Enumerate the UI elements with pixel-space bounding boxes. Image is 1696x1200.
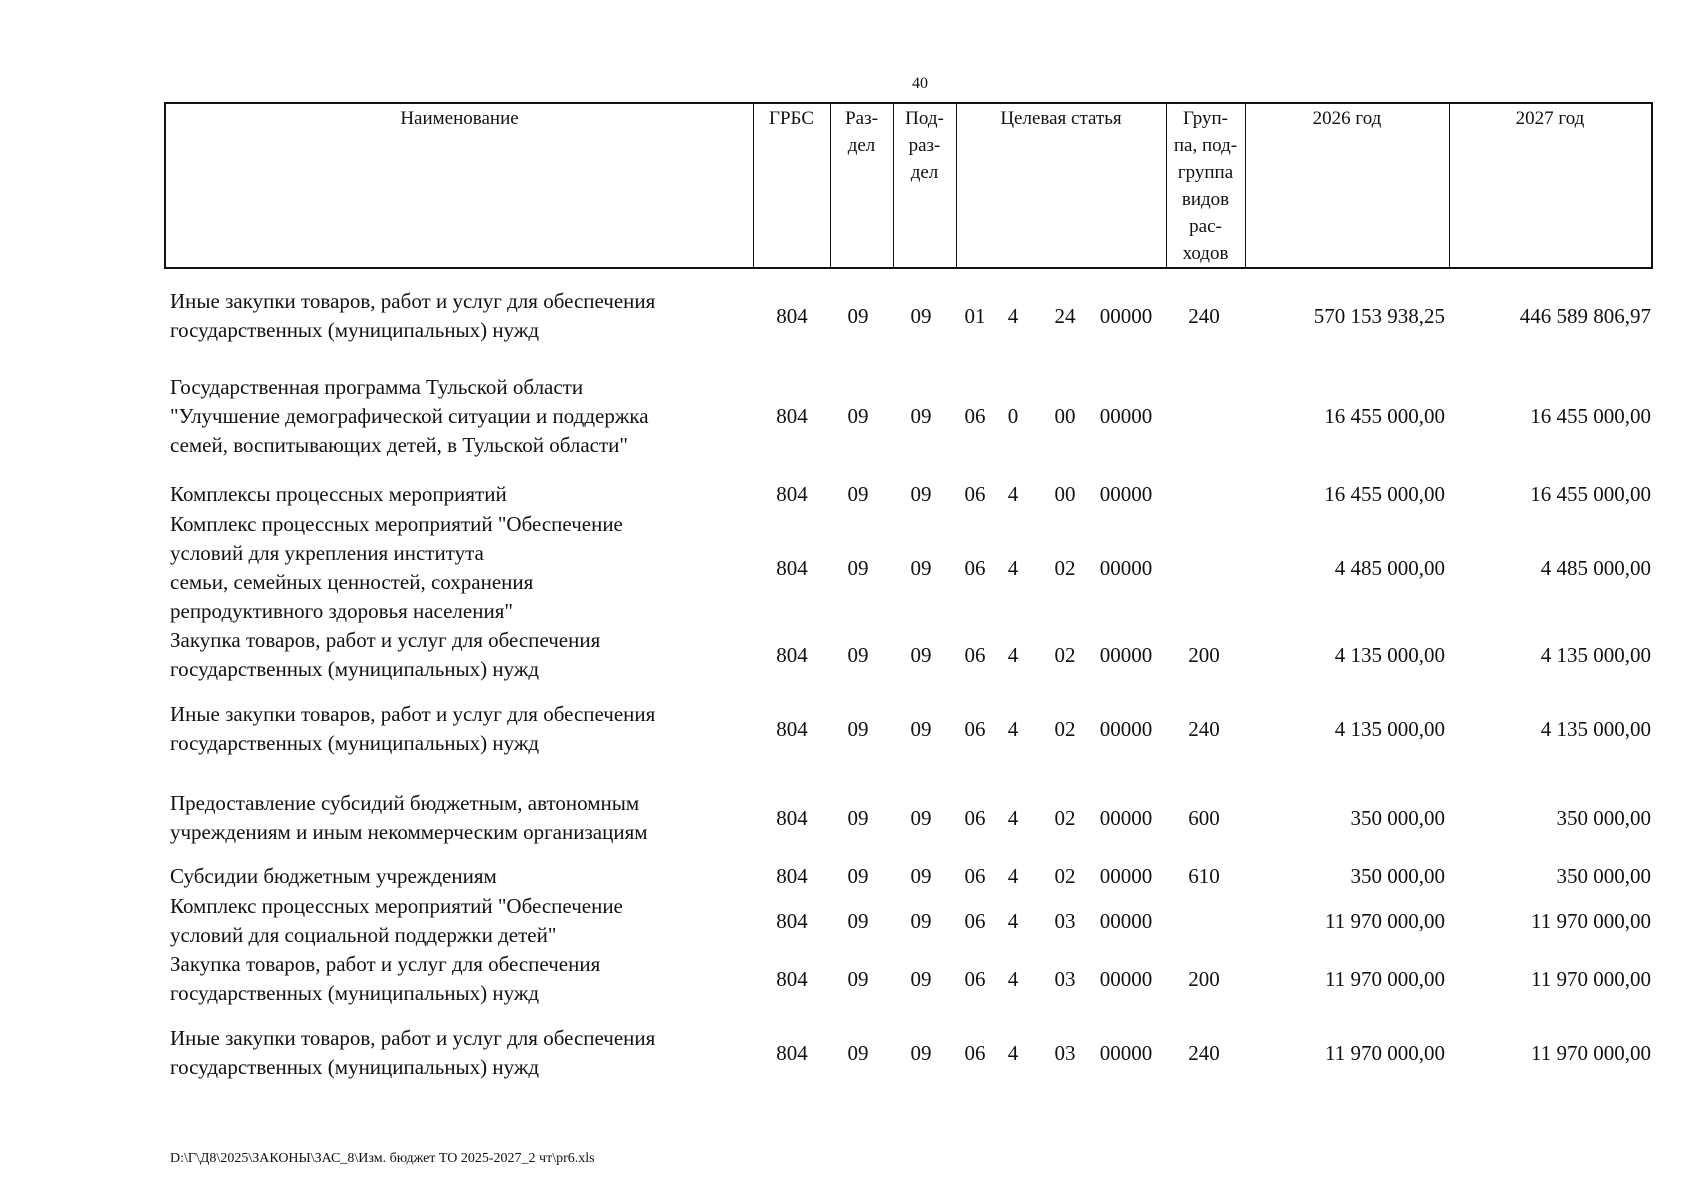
- cell-y2027: 4 135 000,00: [1540, 642, 1651, 667]
- row-name-line: Государственная программа Тульской области: [170, 375, 584, 399]
- cell-cs4: 00000: [1099, 716, 1153, 741]
- header-podrazdel-line: дел: [910, 162, 939, 183]
- cell-y2026: 570 153 938,25: [1313, 303, 1445, 328]
- cell-y2027: 4 135 000,00: [1540, 716, 1651, 741]
- cell-cs2: 4: [1007, 966, 1019, 991]
- cell-grbs: 804: [776, 642, 808, 667]
- cell-cs2: 0: [1007, 404, 1019, 428]
- cell-cs4: 00000: [1099, 404, 1153, 428]
- header-podrazdel-line: Под-: [905, 108, 944, 129]
- cell-y2026: 11 970 000,00: [1325, 1040, 1445, 1065]
- cell-cs4: 00000: [1099, 805, 1153, 830]
- cell-pr: 09: [910, 716, 932, 741]
- cell-y2026: 4 135 000,00: [1334, 642, 1445, 667]
- cell-rz: 09: [847, 864, 869, 888]
- cell-cs4: 00000: [1099, 1040, 1153, 1065]
- cell-cs4: 00000: [1099, 908, 1153, 933]
- header-group-line: Груп-: [1182, 108, 1229, 129]
- header-2026: [1245, 104, 1450, 267]
- row-name: [170, 287, 740, 345]
- cell-cs3: 02: [1054, 716, 1076, 741]
- cell-y2027: 11 970 000,00: [1531, 1040, 1651, 1065]
- cell-cs4: 00000: [1099, 642, 1153, 667]
- row-name-line: условий для социальной поддержки детей": [170, 923, 557, 947]
- cell-cs4: 00000: [1099, 864, 1153, 888]
- cell-y2026: 11 970 000,00: [1325, 966, 1445, 991]
- row-name-line: Комплекс процессных мероприятий "Обеспечение: [170, 512, 623, 536]
- row-name: [170, 373, 740, 460]
- cell-rz: 09: [847, 555, 869, 580]
- header-2027-label: 2027 год: [1515, 108, 1585, 129]
- row-name-line: государственных (муниципальных) нужд: [170, 981, 540, 1005]
- cell-cs4: 00000: [1099, 555, 1153, 580]
- cell-cs2: 4: [1007, 303, 1019, 328]
- row-name-line: Комплекс процессных мероприятий "Обеспечение: [170, 894, 623, 918]
- cell-cs3: 00: [1054, 482, 1076, 506]
- cell-vr: 240: [1188, 1040, 1220, 1065]
- cell-y2026: 4 135 000,00: [1334, 716, 1445, 741]
- cell-cs4: 00000: [1099, 966, 1153, 991]
- cell-grbs: 804: [776, 716, 808, 741]
- row-name-line: Комплексы процессных мероприятий: [170, 482, 507, 506]
- cell-cs3: 00: [1054, 404, 1076, 428]
- header-group-line: группа: [1177, 162, 1234, 183]
- header-razdel-line: дел: [847, 135, 876, 156]
- cell-cs3: 02: [1054, 805, 1076, 830]
- cell-pr: 09: [910, 404, 932, 428]
- row-name-line: Закупка товаров, работ и услуг для обеспечения: [170, 952, 601, 976]
- row-name-line: Предоставление субсидий бюджетным, автономным: [170, 791, 640, 815]
- cell-cs3: 24: [1054, 303, 1076, 328]
- cell-grbs: 804: [776, 404, 808, 428]
- row-name-line: репродуктивного здоровья населения": [170, 599, 513, 623]
- header-group-line: ходов: [1182, 243, 1229, 264]
- header-group-line: па, под-: [1173, 135, 1238, 156]
- header-name: [166, 104, 754, 267]
- cell-vr: 240: [1188, 303, 1220, 328]
- cell-cs2: 4: [1007, 1040, 1019, 1065]
- row-name: [170, 510, 740, 626]
- cell-y2027: 350 000,00: [1556, 864, 1651, 888]
- cell-pr: 09: [910, 864, 932, 888]
- cell-y2026: 11 970 000,00: [1325, 908, 1445, 933]
- header-group: [1166, 104, 1246, 267]
- row-name-line: семей, воспитывающих детей, в Тульской области": [170, 433, 628, 457]
- cell-grbs: 804: [776, 482, 808, 506]
- cell-y2026: 350 000,00: [1350, 864, 1445, 888]
- cell-grbs: 804: [776, 303, 808, 328]
- file-path-footer: D:\Г\Д8\2025\ЗАКОНЫ\ЗАС_8\Изм. бюджет ТО 2025-2027_2 чт\pr6.xls: [170, 1151, 595, 1166]
- row-name: [170, 950, 740, 1008]
- cell-pr: 09: [910, 805, 932, 830]
- row-name-line: Иные закупки товаров, работ и услуг для обеспечения: [170, 702, 656, 726]
- cell-cs3: 03: [1054, 966, 1076, 991]
- cell-cs1: 06: [964, 482, 986, 506]
- header-podrazdel: [893, 104, 957, 267]
- cell-y2027: 16 455 000,00: [1530, 404, 1651, 428]
- cell-cs2: 4: [1007, 555, 1019, 580]
- row-name-line: семьи, семейных ценностей, сохранения: [170, 570, 534, 594]
- cell-vr: 240: [1188, 716, 1220, 741]
- header-2026-label: 2026 год: [1312, 108, 1382, 129]
- cell-y2026: 4 485 000,00: [1334, 555, 1445, 580]
- row-name-line: государственных (муниципальных) нужд: [170, 731, 540, 755]
- cell-pr: 09: [910, 966, 932, 991]
- cell-cs2: 4: [1007, 908, 1019, 933]
- header-grbs-label: ГРБС: [768, 108, 814, 129]
- header-name-label: Наименование: [400, 108, 519, 129]
- cell-cs2: 4: [1007, 716, 1019, 741]
- cell-y2027: 16 455 000,00: [1530, 482, 1651, 506]
- cell-cs1: 06: [964, 555, 986, 580]
- row-name: [170, 626, 740, 684]
- cell-pr: 09: [910, 555, 932, 580]
- cell-pr: 09: [910, 482, 932, 506]
- header-target-label: Целевая статья: [1000, 108, 1122, 129]
- row-name: [170, 789, 740, 847]
- header-razdel: [830, 104, 894, 267]
- cell-cs1: 06: [964, 908, 986, 933]
- cell-pr: 09: [910, 642, 932, 667]
- row-name: [170, 480, 740, 509]
- cell-grbs: 804: [776, 908, 808, 933]
- cell-cs2: 4: [1007, 864, 1019, 888]
- cell-y2027: 4 485 000,00: [1540, 555, 1651, 580]
- row-name-line: условий для укрепления института: [170, 541, 484, 565]
- row-name-line: государственных (муниципальных) нужд: [170, 1055, 540, 1079]
- cell-cs1: 01: [964, 303, 986, 328]
- cell-y2027: 446 589 806,97: [1519, 303, 1651, 328]
- header-2027: [1449, 104, 1651, 267]
- cell-rz: 09: [847, 908, 869, 933]
- table-header: [164, 102, 1653, 269]
- cell-rz: 09: [847, 642, 869, 667]
- cell-y2026: 16 455 000,00: [1324, 482, 1445, 506]
- cell-cs4: 00000: [1099, 482, 1153, 506]
- cell-cs1: 06: [964, 966, 986, 991]
- cell-rz: 09: [847, 303, 869, 328]
- cell-y2027: 11 970 000,00: [1531, 966, 1651, 991]
- cell-cs1: 06: [964, 404, 986, 428]
- cell-rz: 09: [847, 716, 869, 741]
- cell-pr: 09: [910, 1040, 932, 1065]
- cell-vr: 200: [1188, 966, 1220, 991]
- row-name-line: Субсидии бюджетным учреждениям: [170, 864, 497, 888]
- header-target: [956, 104, 1167, 267]
- cell-cs3: 03: [1054, 908, 1076, 933]
- cell-y2027: 11 970 000,00: [1531, 908, 1651, 933]
- cell-vr: 600: [1188, 805, 1220, 830]
- cell-rz: 09: [847, 404, 869, 428]
- cell-y2026: 16 455 000,00: [1324, 404, 1445, 428]
- cell-rz: 09: [847, 966, 869, 991]
- row-name-line: государственных (муниципальных) нужд: [170, 657, 540, 681]
- cell-grbs: 804: [776, 805, 808, 830]
- cell-rz: 09: [847, 482, 869, 506]
- row-name-line: государственных (муниципальных) нужд: [170, 318, 540, 342]
- header-group-line: рас-: [1189, 216, 1222, 237]
- cell-vr: 200: [1188, 642, 1220, 667]
- cell-cs2: 4: [1007, 482, 1019, 506]
- cell-cs3: 03: [1054, 1040, 1076, 1065]
- cell-cs3: 02: [1054, 555, 1076, 580]
- header-grbs: [753, 104, 831, 267]
- cell-grbs: 804: [776, 555, 808, 580]
- cell-rz: 09: [847, 1040, 869, 1065]
- row-name-line: "Улучшение демографической ситуации и поддержка: [170, 404, 649, 428]
- cell-cs2: 4: [1007, 805, 1019, 830]
- header-podrazdel-line: раз-: [908, 135, 941, 156]
- cell-vr: 610: [1188, 864, 1220, 888]
- cell-rz: 09: [847, 805, 869, 830]
- cell-grbs: 804: [776, 864, 808, 888]
- header-razdel-line: Раз-: [845, 108, 878, 129]
- cell-cs1: 06: [964, 642, 986, 667]
- cell-cs2: 4: [1007, 642, 1019, 667]
- cell-cs3: 02: [1054, 642, 1076, 667]
- cell-pr: 09: [910, 908, 932, 933]
- row-name-line: учреждениям и иным некоммерческим организациям: [170, 820, 648, 844]
- row-name: [170, 700, 740, 758]
- cell-cs1: 06: [964, 716, 986, 741]
- cell-grbs: 804: [776, 1040, 808, 1065]
- cell-cs1: 06: [964, 1040, 986, 1065]
- cell-y2026: 350 000,00: [1350, 805, 1445, 830]
- cell-grbs: 804: [776, 966, 808, 991]
- page-number: 40: [912, 75, 928, 92]
- cell-cs3: 02: [1054, 864, 1076, 888]
- row-name-line: Закупка товаров, работ и услуг для обеспечения: [170, 628, 601, 652]
- row-name: [170, 862, 740, 891]
- cell-cs1: 06: [964, 864, 986, 888]
- row-name-line: Иные закупки товаров, работ и услуг для обеспечения: [170, 1026, 656, 1050]
- row-name: [170, 892, 740, 950]
- row-name: [170, 1024, 740, 1082]
- row-name-line: Иные закупки товаров, работ и услуг для обеспечения: [170, 289, 656, 313]
- cell-cs4: 00000: [1099, 303, 1153, 328]
- cell-pr: 09: [910, 303, 932, 328]
- cell-cs1: 06: [964, 805, 986, 830]
- cell-y2027: 350 000,00: [1556, 805, 1651, 830]
- header-group-line: видов: [1181, 189, 1230, 210]
